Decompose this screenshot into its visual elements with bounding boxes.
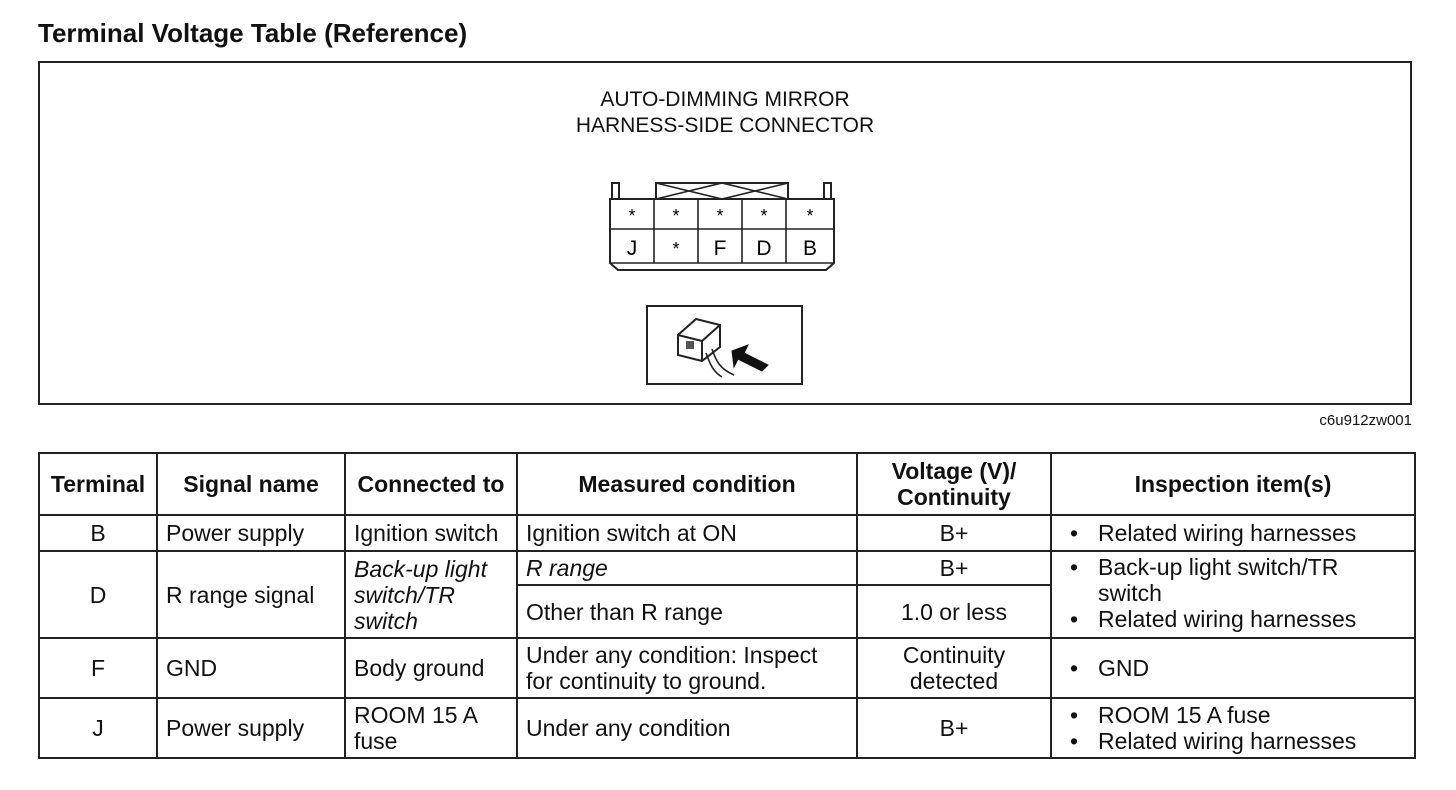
header-inspection: Inspection item(s) xyxy=(1051,453,1415,515)
cell-terminal: D xyxy=(39,551,157,638)
pin-f: F xyxy=(713,237,727,260)
header-connected-to: Connected to xyxy=(345,453,517,515)
cell-inspection xyxy=(1051,698,1415,758)
pin-top-4: * xyxy=(760,206,768,226)
page-title: Terminal Voltage Table (Reference) xyxy=(38,18,468,48)
cell-voltage: Continuity detected xyxy=(857,638,1051,698)
cell-terminal: B xyxy=(39,515,157,551)
cell-condition: Under any condition: Inspect for continuity to ground. xyxy=(517,638,857,698)
cell-condition: Ignition switch at ON xyxy=(517,515,857,551)
pin-j: J xyxy=(626,237,638,260)
cell-signal-name: GND xyxy=(157,638,345,698)
cell-connected-to: Ignition switch xyxy=(345,515,517,551)
cell-signal-name: R range signal xyxy=(157,551,345,638)
cell-terminal: J xyxy=(39,698,157,758)
pin-bottom-2: * xyxy=(672,239,680,259)
inspection-item: • Related wiring harnesses xyxy=(1060,520,1406,546)
inspection-item: • ROOM 15 A fuse xyxy=(1060,702,1406,728)
header-measured-condition: Measured condition xyxy=(517,453,857,515)
right-latch xyxy=(824,183,831,199)
pin-d: D xyxy=(756,237,772,260)
connector-figure xyxy=(38,61,1412,405)
cell-voltage-r-range: B+ xyxy=(857,551,1051,585)
table-row-d xyxy=(39,551,1415,585)
connector-key xyxy=(656,183,788,199)
pin-top-1: * xyxy=(628,206,636,226)
cell-signal-name: Power supply xyxy=(157,698,345,758)
cell-inspection xyxy=(1051,515,1415,551)
header-voltage: Voltage (V)/ Continuity xyxy=(857,453,1051,515)
inspection-item: • Related wiring harnesses xyxy=(1060,728,1406,754)
figure-title-line-1: AUTO-DIMMING MIRROR xyxy=(600,88,850,111)
left-latch xyxy=(612,183,619,199)
cell-connected-to: Body ground xyxy=(345,638,517,698)
connector-diagram xyxy=(600,171,850,271)
cell-terminal: F xyxy=(39,638,157,698)
cell-voltage: B+ xyxy=(857,698,1051,758)
pin-top-2: * xyxy=(672,206,680,226)
cell-signal-name: Power supply xyxy=(157,515,345,551)
inspection-item: • Back-up light switch/TR switch xyxy=(1060,554,1406,606)
cell-condition: Under any condition xyxy=(517,698,857,758)
table-row-j xyxy=(39,698,1415,758)
cell-voltage-other: 1.0 or less xyxy=(857,585,1051,638)
probe-view-icon xyxy=(646,305,804,387)
pin-top-3: * xyxy=(716,206,724,226)
cell-condition-r-range: R range xyxy=(517,551,857,585)
table-header-row xyxy=(39,453,1415,515)
cell-condition-other: Other than R range xyxy=(517,585,857,638)
pin-b: B xyxy=(802,237,818,260)
header-signal-name: Signal name xyxy=(157,453,345,515)
table-row-f xyxy=(39,638,1415,698)
table-row-b xyxy=(39,515,1415,551)
figure-code: c6u912zw001 xyxy=(1319,412,1412,429)
cell-connected-to: Back-up light switch/TR switch xyxy=(345,551,517,638)
cell-voltage: B+ xyxy=(857,515,1051,551)
inspection-item: • GND xyxy=(1060,655,1406,681)
inspection-item: • Related wiring harnesses xyxy=(1060,606,1406,632)
cell-inspection xyxy=(1051,551,1415,638)
figure-title-line-2: HARNESS-SIDE CONNECTOR xyxy=(575,114,875,137)
header-terminal: Terminal xyxy=(39,453,157,515)
cell-connected-to: ROOM 15 A fuse xyxy=(345,698,517,758)
cell-inspection xyxy=(1051,638,1415,698)
pin-top-5: * xyxy=(806,206,814,226)
terminal-voltage-table xyxy=(38,452,1416,759)
